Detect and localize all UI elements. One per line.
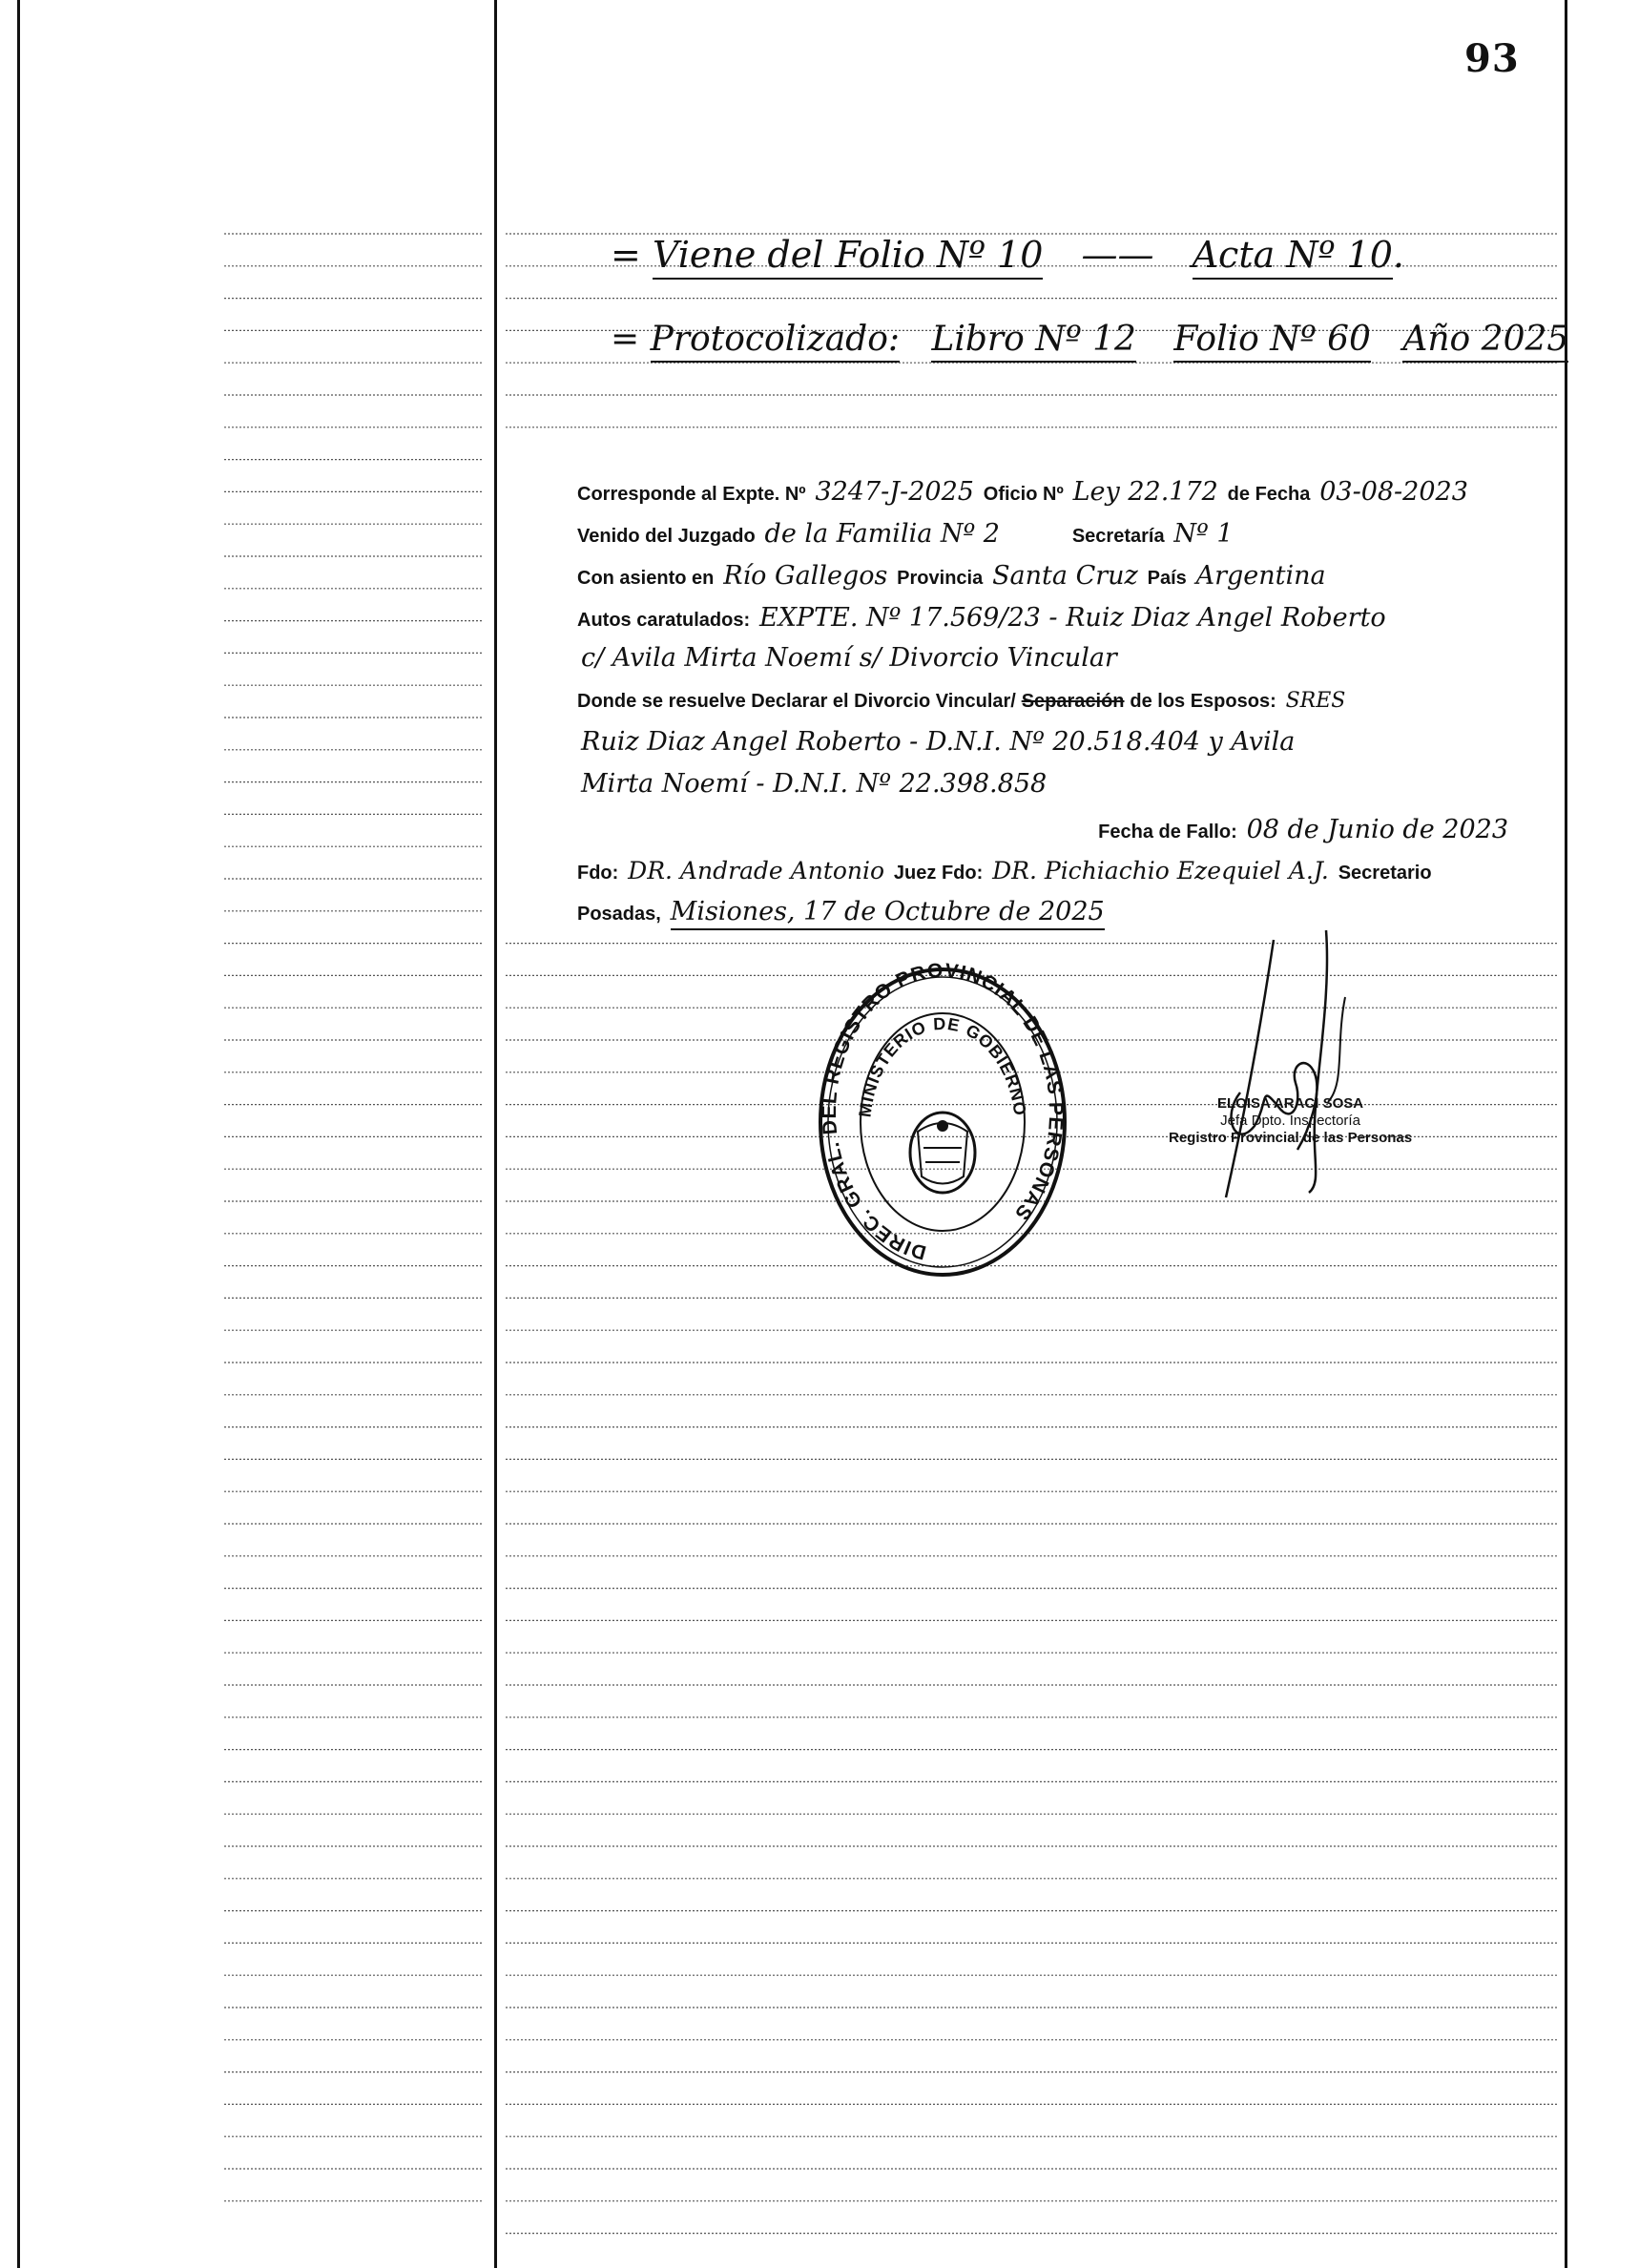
protocolizado: Protocolizado: — [651, 320, 900, 363]
label-separacion-struck: Separación — [1021, 691, 1125, 712]
header-prefix: = — [611, 234, 641, 276]
form-row-resuelve — [577, 689, 1517, 727]
label-autos: Autos caratulados: — [577, 610, 751, 631]
autos-value-1: EXPTE. Nº 17.569/23 - Ruiz Diaz Angel Roberto — [759, 603, 1386, 633]
label-fecha: de Fecha — [1227, 484, 1311, 505]
margin-line-left — [17, 0, 20, 2268]
header-prefix-2: = — [611, 320, 640, 359]
label-pais: País — [1147, 568, 1187, 589]
label-secretaria: Secretaría — [1071, 526, 1165, 547]
juzgado-value: de la Familia Nº 2 — [764, 519, 1000, 549]
form-row-lugar — [577, 897, 1517, 935]
header-line-1 — [611, 234, 1404, 276]
label-esposos: de los Esposos: — [1130, 691, 1276, 712]
provincia-value: Santa Cruz — [992, 561, 1138, 591]
fecha-value: 03-08-2023 — [1319, 477, 1468, 507]
header-suffix: . — [1392, 234, 1404, 276]
acta-number: Acta Nº 10 — [1193, 234, 1393, 280]
expte-value: 3247-J-2025 — [815, 477, 974, 507]
esposos-value-2: Mirta Noemí - D.N.I. Nº 22.398.858 — [581, 769, 1048, 799]
oficio-value: Ley 22.172 — [1072, 477, 1218, 507]
folio-number: Folio Nº 60 — [1173, 320, 1371, 363]
secretario-value: DR. Pichiachio Ezequiel A.J. — [992, 857, 1329, 884]
label-resuelve: Donde se resuelve Declarar el Divorcio Vincular/ — [577, 691, 1016, 712]
label-expte: Corresponde al Expte. Nº — [577, 484, 806, 505]
signature-block — [1169, 1095, 1412, 1147]
signer-org: Registro Provincial de las Personas — [1169, 1130, 1413, 1146]
svg-text:MINISTERIO DE GOBIERNO — [855, 1014, 1029, 1118]
fallo-value: 08 de Junio de 2023 — [1246, 815, 1508, 844]
form-row-esposos-1 — [577, 727, 1517, 765]
header-line-2 — [611, 320, 1568, 359]
seal-outer-text: DIREC. GRAL. DEL REGISTRO PROVINCIAL DE LAS PERSONAS — [819, 962, 1068, 1264]
label-fdo: Fdo: — [577, 863, 619, 884]
label-asiento: Con asiento en — [577, 568, 715, 589]
label-fallo: Fecha de Fallo: — [1098, 822, 1237, 843]
form-row-firmas — [577, 857, 1517, 895]
label-oficio: Oficio Nº — [983, 484, 1064, 505]
coat-of-arms-icon — [910, 1113, 975, 1193]
juez-value: DR. Andrade Antonio — [628, 857, 885, 884]
signer-title: Jefa Dpto. Inspectoría — [1220, 1113, 1360, 1129]
form-row-esposos-2 — [577, 769, 1517, 807]
anio: Año 2025 — [1402, 320, 1568, 363]
asiento-value: Río Gallegos — [723, 561, 888, 591]
handwritten-signature — [1202, 921, 1364, 1207]
label-secretario: Secretario — [1338, 863, 1432, 884]
pais-value: Argentina — [1195, 561, 1326, 591]
secretaria-value: Nº 1 — [1173, 519, 1234, 549]
seal-inner-text: MINISTERIO DE GOBIERNO — [855, 1013, 1030, 1119]
official-seal — [813, 962, 1072, 1282]
label-juzgado: Venido del Juzgado — [577, 526, 756, 547]
label-posadas: Posadas, — [577, 904, 661, 925]
form-row-autos-2 — [577, 643, 1517, 681]
form-row-autos-1 — [577, 603, 1517, 641]
form-row-fallo — [577, 815, 1512, 853]
label-juez: Juez Fdo: — [893, 863, 984, 884]
lugar-fecha-value: Misiones, 17 de Octubre de 2025 — [671, 897, 1105, 930]
libro-number: Libro Nº 12 — [931, 320, 1135, 363]
viene-del-folio: Viene del Folio Nº 10 — [653, 234, 1043, 280]
signer-name: ELOISA ARACI SOSA — [1217, 1095, 1364, 1112]
header-dash: —— — [1081, 234, 1154, 276]
label-provincia: Provincia — [897, 568, 984, 589]
page-number: 93 — [1464, 36, 1520, 81]
autos-value-2: c/ Avila Mirta Noemí s/ Divorcio Vincular — [581, 643, 1117, 673]
form-row-juzgado — [577, 519, 1517, 557]
esposos-value-1: Ruiz Diaz Angel Roberto - D.N.I. Nº 20.518.404 y Avila — [581, 727, 1296, 757]
sres-value: SRES — [1285, 689, 1346, 713]
form-row-expte — [577, 477, 1517, 515]
margin-line-middle — [494, 0, 497, 2268]
form-row-asiento — [577, 561, 1517, 599]
